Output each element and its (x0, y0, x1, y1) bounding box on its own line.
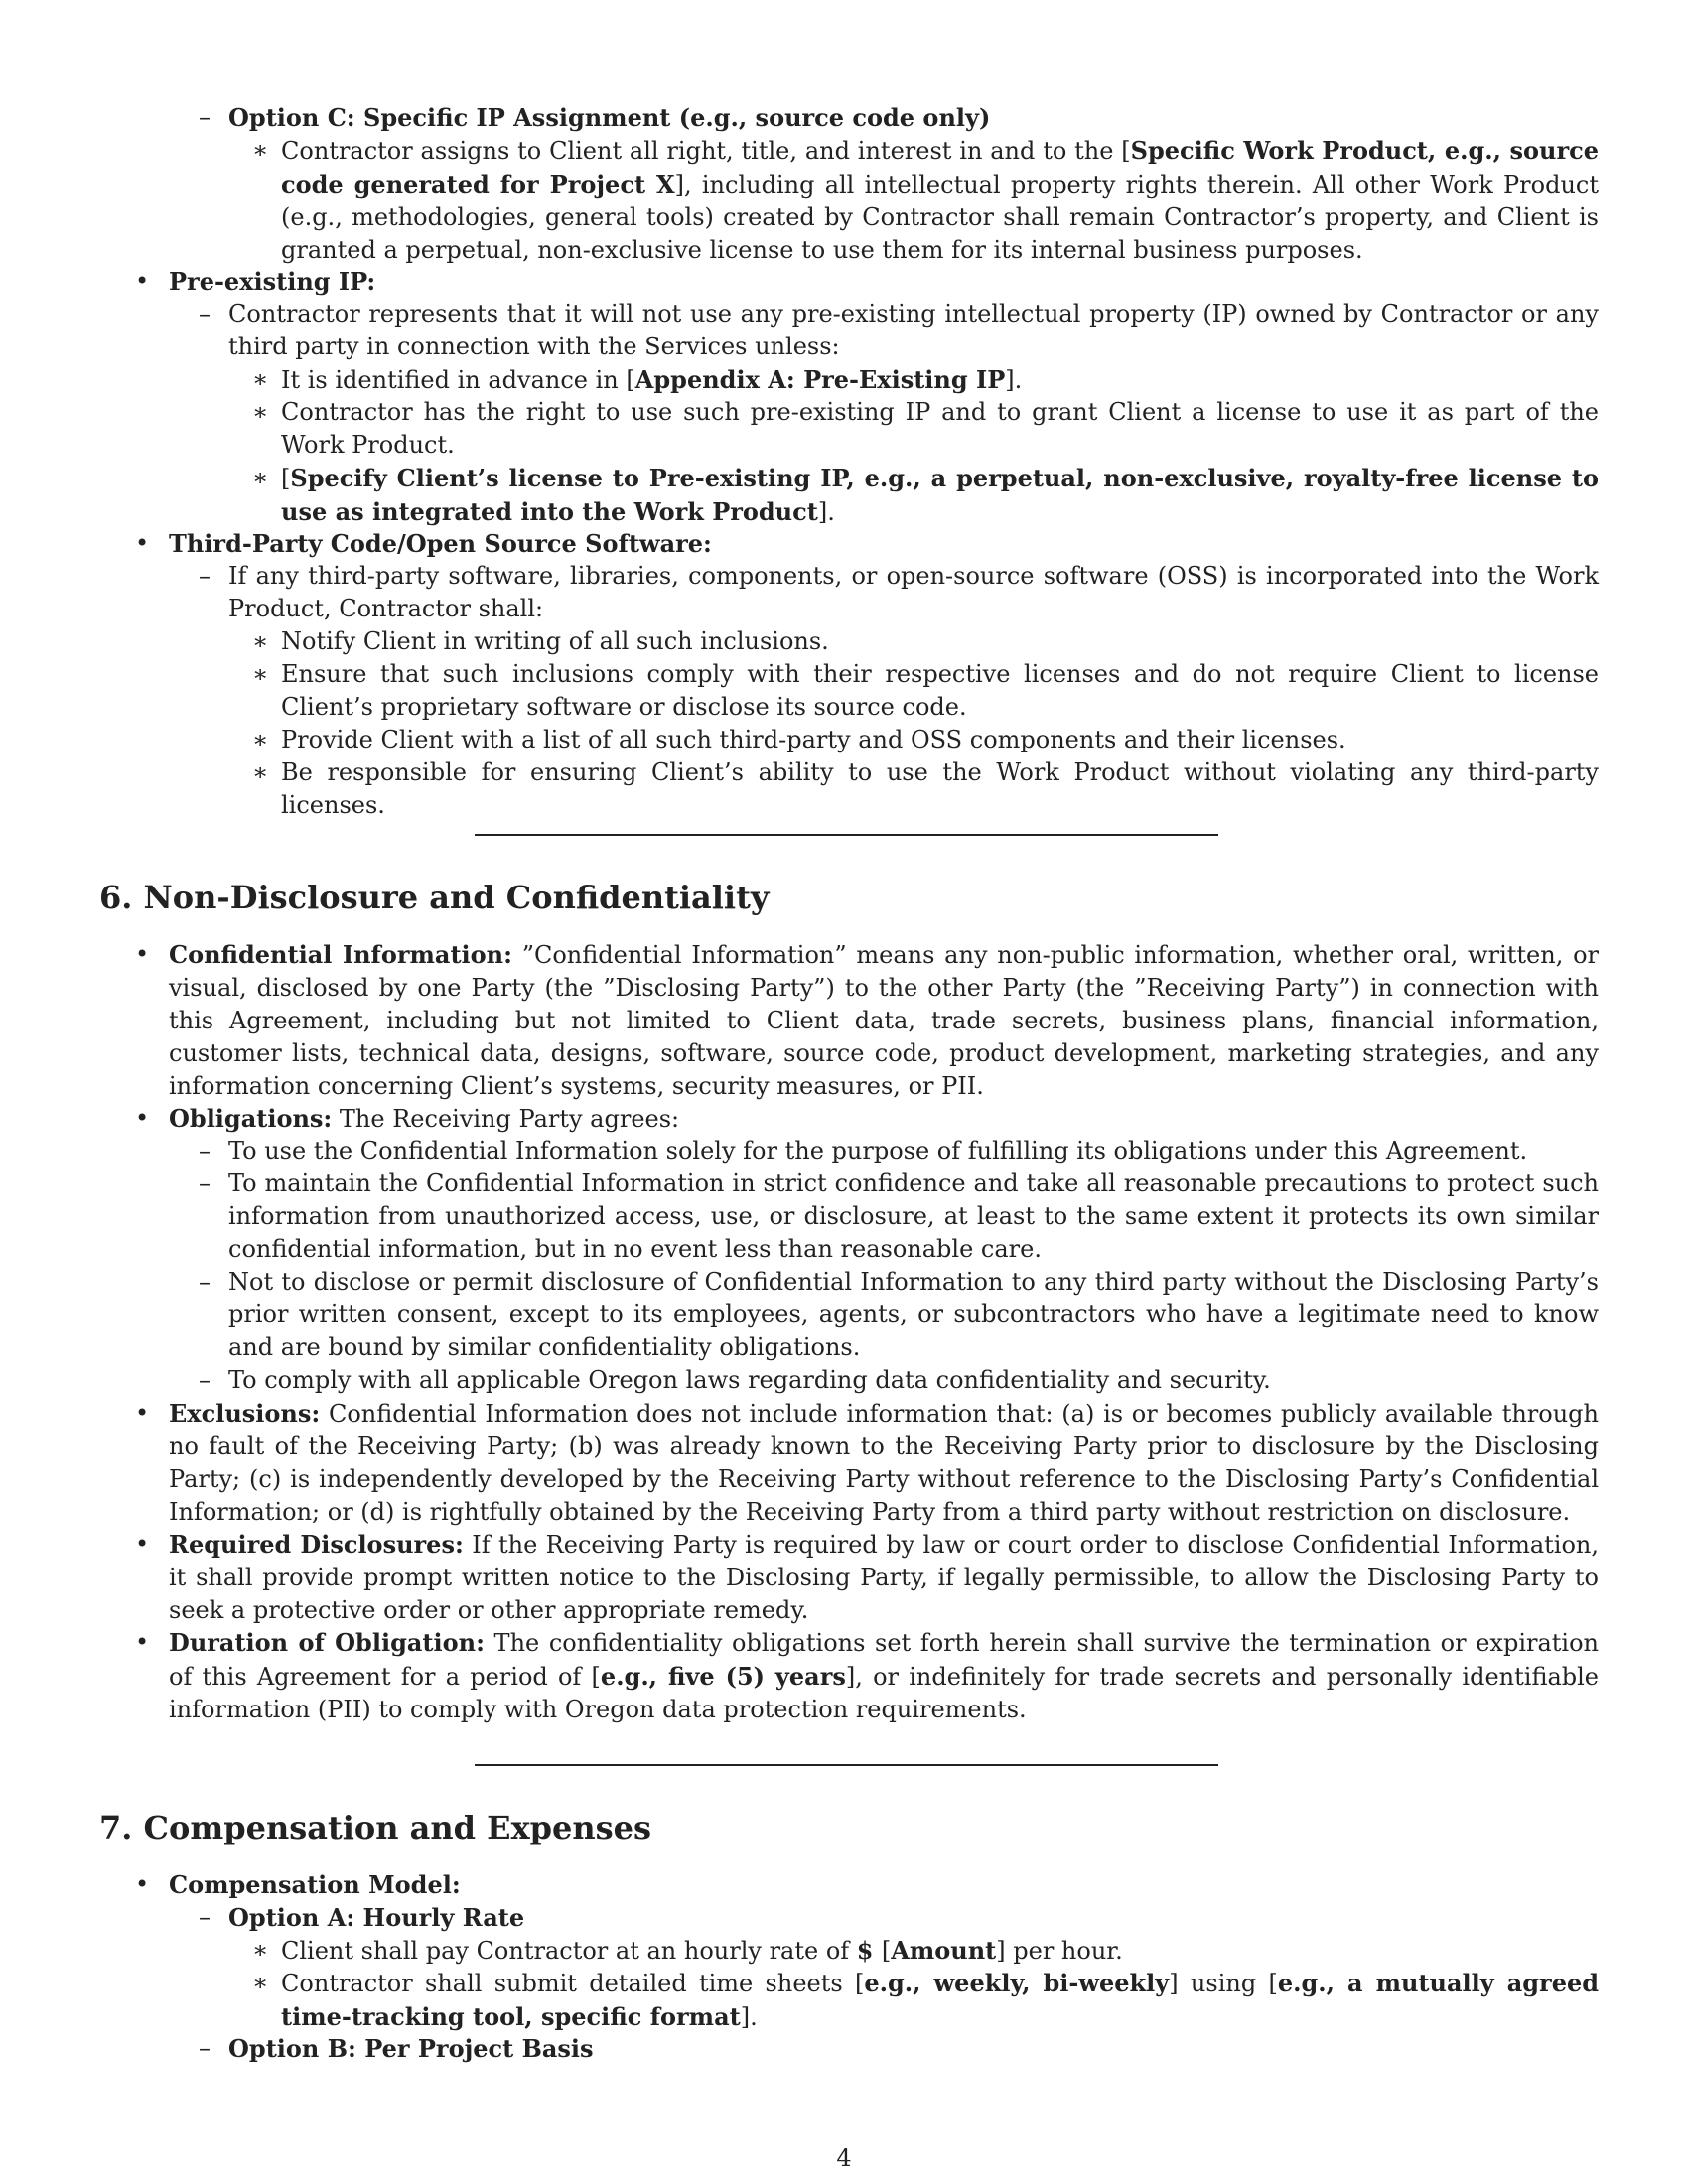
hourly-rate-item: Client shall pay Contractor at an hourly rate of $ [Amount] per hour. (281, 1936, 1123, 1965)
page-number: 4 (836, 2144, 852, 2172)
option-c-title: Option C: Specific IP Assignment (e.g., source code only) (228, 103, 991, 132)
thirdparty-item: Be responsible for ensuring Client’s ability to use the Work Product without violating any third-party licenses. (281, 758, 1599, 819)
dash-marker: – (199, 300, 211, 328)
dash-marker: – (199, 103, 211, 131)
dash-marker: – (199, 2034, 211, 2062)
required-disclosures-item: Required Disclosures: If the Receiving Party is required by law or court order to disclose Confidential Information, it shall provide prompt written notice to the Disclosing Party, if legally permissible, to allow the Disclosing Party to seek a protective order or other appropriate remedy. (169, 1530, 1599, 1624)
bullet-marker: • (135, 529, 150, 557)
preexisting-intro: Contractor represents that it will not use any pre-existing intellectual property (IP) owned by Contractor or any third party in connection with the Services unless: (228, 300, 1599, 360)
timesheet-item: Contractor shall submit detailed time sheets [e.g., weekly, bi-weekly] using [e.g., a mutually agreed time-tracking tool, specific format]. (281, 1969, 1600, 2031)
star-marker: ∗ (252, 1936, 269, 1964)
bullet-marker: • (135, 267, 150, 295)
obligations-item: Obligations: The Receiving Party agrees: (169, 1104, 680, 1133)
option-b-title: Option B: Per Project Basis (228, 2034, 594, 2063)
bullet-marker: • (135, 1628, 150, 1656)
preexisting-item-c: [Specify Client’s license to Pre-existing IP, e.g., a perpetual, non-exclusive, royalty-free license to use as integrated into the Work Product]. (281, 464, 1599, 526)
thirdparty-item: Ensure that such inclusions comply with their respective licenses and do not require Client to license Client’s proprietary software or disclose its source code. (281, 660, 1599, 721)
obligation-subitem: To use the Confidential Information solely for the purpose of fulfilling its obligations under this Agreement. (228, 1137, 1528, 1164)
section-divider (475, 1764, 1218, 1766)
obligation-subitem: Not to disclose or permit disclosure of Confidential Information to any third party without the Disclosing Party’s prior written consent, except to its employees, agents, or subcontractors who have a legitimate need to know and are bound by similar confidentiality obligations. (228, 1268, 1599, 1361)
preexisting-item-a: It is identified in advance in [Appendix A: Pre-Existing IP]. (281, 365, 1023, 394)
preexisting-title: Pre-existing IP: (169, 267, 376, 296)
dash-marker: – (199, 1366, 211, 1394)
star-marker: ∗ (252, 660, 269, 688)
bullet-marker: • (135, 1399, 150, 1427)
bullet-marker: • (135, 1870, 150, 1898)
obligation-subitem: To maintain the Confidential Information in strict confidence and take all reasonable precautions to protect such information from unauthorized access, use, or disclosure, at least to the same extent it protects its own similar confidential information, but in no event less than reasonable care. (228, 1169, 1599, 1263)
exclusions-item: Exclusions: Confidential Information does not include information that: (a) is or becomes publicly available through no fault of the Receiving Party; (b) was already known to the Receiving Party prior to disclosure by the Disclosing Party; (c) is independently developed by the Receiving Party without reference to the Disclosing Party’s Confidential Information; or (d) is rightfully obtained by the Receiving Party from a third party without restriction on disclosure. (169, 1399, 1599, 1526)
star-marker: ∗ (252, 136, 269, 164)
duration-item: Duration of Obligation: The confidentiality obligations set forth herein shall survive the termination or expiration of this Agreement for a period of [e.g., five (5) years], or indefinitely for trade secrets and personally identifiable information (PII) to comply with Oregon data protection requirements. (169, 1628, 1600, 1723)
section-7-heading: 7. Compensation and Expenses (99, 1809, 652, 1846)
dash-marker: – (199, 562, 211, 590)
dash-marker: – (199, 1169, 211, 1197)
bullet-marker: • (135, 1530, 150, 1558)
bullet-marker: • (135, 940, 150, 968)
thirdparty-item: Notify Client in writing of all such inclusions. (281, 627, 829, 655)
star-marker: ∗ (252, 726, 269, 753)
star-marker: ∗ (252, 365, 269, 393)
star-marker: ∗ (252, 1969, 269, 1996)
thirdparty-title: Third-Party Code/Open Source Software: (169, 529, 712, 558)
bullet-marker: • (135, 1104, 150, 1132)
preexisting-item-b: Contractor has the right to use such pre-existing IP and to grant Client a license to use it as part of the Work Product. (281, 398, 1599, 459)
thirdparty-intro: If any third-party software, libraries, components, or open-source software (OSS) is incorporated into the Work Product, Contractor shall: (228, 562, 1599, 622)
dash-marker: – (199, 1903, 211, 1931)
obligation-subitem: To comply with all applicable Oregon laws regarding data confidentiality and security. (228, 1366, 1271, 1394)
dash-marker: – (199, 1137, 211, 1164)
star-marker: ∗ (252, 627, 269, 655)
confidential-info-item: Confidential Information: ”Confidential Information” means any non-public information, whether oral, written, or visual, disclosed by one Party (the ”Disclosing Party”) to the other Party (the ”Receiving Party”) in connection with this Agreement, including but not limited to Client data, trade secrets, business plans, financial information, customer lists, technical data, designs, software, source code, product development, marketing strategies, and any information concerning Client’s systems, security measures, or PII. (169, 940, 1599, 1100)
section-divider (475, 834, 1218, 836)
star-marker: ∗ (252, 464, 269, 491)
thirdparty-item: Provide Client with a list of all such third-party and OSS components and their licenses. (281, 726, 1346, 753)
star-marker: ∗ (252, 398, 269, 426)
option-a-title: Option A: Hourly Rate (228, 1903, 525, 1932)
section-6-heading: 6. Non-Disclosure and Confidentiality (99, 879, 770, 916)
option-c-text: Contractor assigns to Client all right, title, and interest in and to the [Specific Work Product, e.g., source code generated for Project X], including all intellectual property rights therein. All other Work Product (e.g., methodologies, general tools) created by Contractor shall remain Contractor’s property, and Client is granted a perpetual, non-exclusive license to use them for its internal business purposes. (281, 136, 1599, 264)
star-marker: ∗ (252, 758, 269, 786)
dash-marker: – (199, 1268, 211, 1296)
compensation-model-label: Compensation Model: (169, 1870, 461, 1899)
